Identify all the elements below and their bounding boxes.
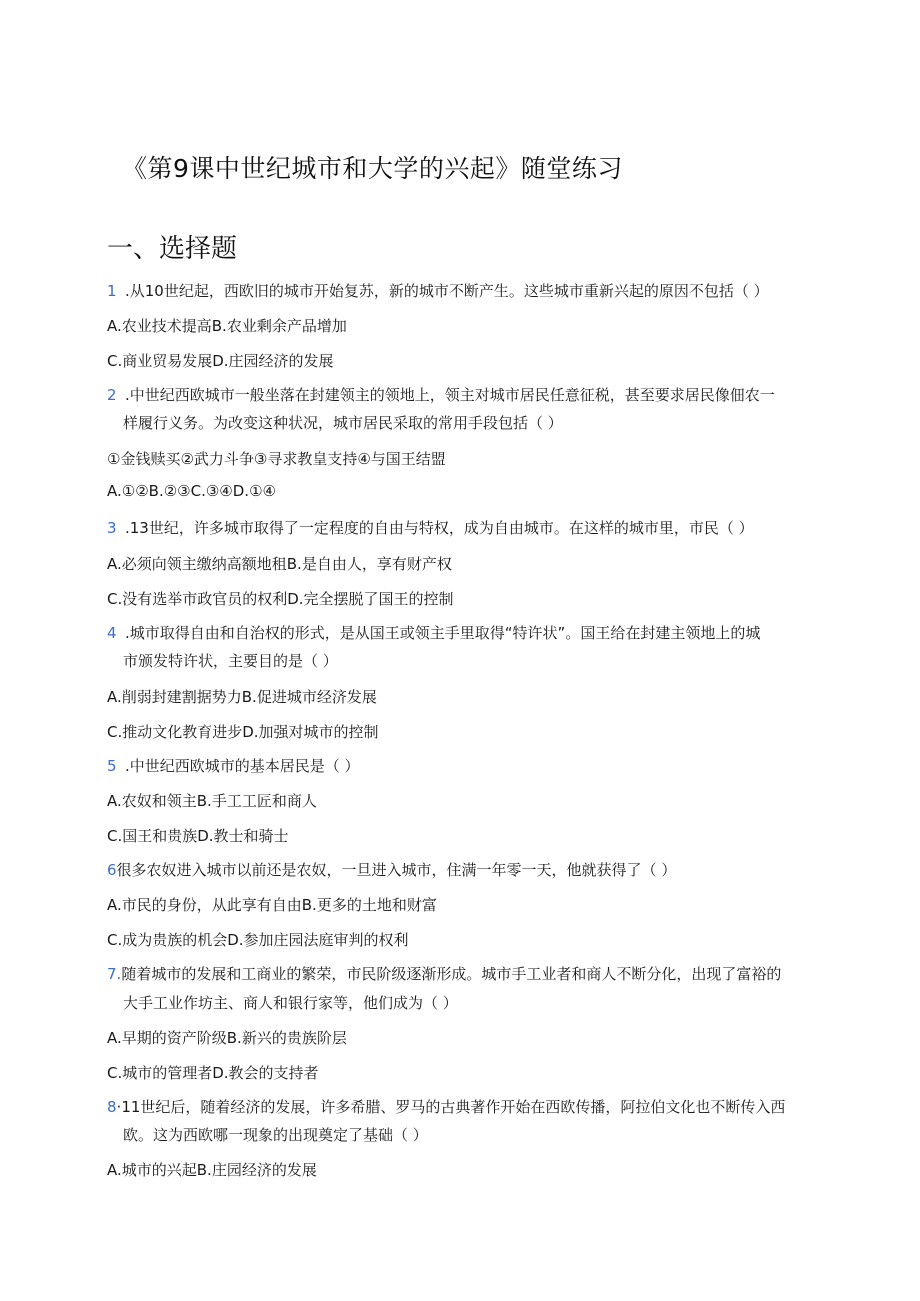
question-8-stem: [107, 1097, 785, 1117]
question-3-options-c-d: C.没有选举市政官员的权利D.完全摆脱了国王的控制: [107, 590, 454, 608]
question-3-stem: [107, 518, 754, 538]
question-number: 7.: [107, 965, 122, 983]
question-8-options-a-b: A.城市的兴起B.庄园经济的发展: [107, 1161, 317, 1179]
question-5-options-a-b: A.农奴和领主B.手工工匠和商人: [107, 792, 317, 810]
question-8-stem-continued: 欧。这为西欧哪一现象的出现奠定了基础（ ）: [123, 1126, 428, 1144]
question-number: 2: [107, 386, 117, 404]
question-text: .城市取得自由和自治权的形式，是从国王或领主手里取得“特许状”。国王给在封建主领地上的城: [125, 624, 761, 642]
question-1-stem: [107, 281, 769, 301]
question-3-options-a-b: A.必须向领主缴纳高额地租B.是自由人，享有财产权: [107, 555, 452, 573]
question-4-options-c-d: C.推动文化教育进步D.加强对城市的控制: [107, 723, 379, 741]
question-6-options-c-d: C.成为贵族的机会D.参加庄园法庭审判的权利: [107, 931, 409, 949]
question-4-stem-continued: 市颁发特许状，主要目的是（ ）: [123, 652, 338, 670]
question-text: .13世纪，许多城市取得了一定程度的自由与特权，成为自由城市。在这样的城市里，市民（ ）: [125, 519, 754, 537]
question-7-stem-continued: 大手工业作坊主、商人和银行家等，他们成为（ ）: [123, 994, 458, 1012]
question-1-options-c-d: C.商业贸易发展D.庄园经济的发展: [107, 352, 334, 370]
question-text: ·11世纪后，随着经济的发展，许多希腊、罗马的古典著作开始在西欧传播，阿拉伯文化也不断传入西: [116, 1098, 786, 1116]
question-text: .中世纪西欧城市的基本居民是（ ）: [125, 757, 360, 775]
question-text: .从10世纪起，西欧旧的城市开始复苏，新的城市不断产生。这些城市重新兴起的原因不包括（ ）: [125, 282, 769, 300]
question-2-statements: ①金钱赎买②武力斗争③寻求教皇支持④与国王结盟: [107, 450, 446, 468]
question-6-options-a-b: A.市民的身份，从此享有自由B.更多的土地和财富: [107, 896, 437, 914]
question-number: 5: [107, 757, 117, 775]
question-4-stem: [107, 623, 760, 643]
question-2-options: A.①②B.②③C.③④D.①④: [107, 482, 276, 500]
question-7-options-c-d: C.城市的管理者D.教会的支持者: [107, 1064, 319, 1082]
question-6-stem: [107, 860, 676, 880]
question-number: 8: [107, 1098, 117, 1116]
question-7-stem: [107, 964, 781, 984]
question-text: 随着城市的发展和工商业的繁荣，市民阶级逐渐形成。城市手工业者和商人不断分化，出现了富裕的: [121, 965, 782, 983]
question-1-options-a-b: A.农业技术提高B.农业剩余产品增加: [107, 317, 347, 335]
question-5-options-c-d: C.国王和贵族D.教士和骑士: [107, 827, 289, 845]
question-text: .中世纪西欧城市一般坐落在封建领主的领地上，领主对城市居民任意征税，甚至要求居民像佃农一: [125, 386, 775, 404]
question-number: 6: [107, 861, 117, 879]
question-2-stem-continued: 样履行义务。为改变这种状况，城市居民采取的常用手段包括（ ）: [123, 414, 563, 432]
question-5-stem: [107, 756, 360, 776]
question-2-stem: [107, 385, 775, 405]
document-title: 《第9课中世纪城市和大学的兴起》随堂练习: [122, 154, 623, 183]
question-7-options-a-b: A.早期的资产阶级B.新兴的贵族阶层: [107, 1029, 347, 1047]
question-number: 3: [107, 519, 117, 537]
question-4-options-a-b: A.削弱封建割据势力B.促进城市经济发展: [107, 688, 377, 706]
section-heading: 一、选择题: [107, 234, 238, 264]
question-number: 1: [107, 282, 117, 300]
question-text: 很多农奴进入城市以前还是农奴，一旦进入城市，住满一年零一天，他就获得了（ ）: [116, 861, 677, 879]
question-number: 4: [107, 624, 117, 642]
